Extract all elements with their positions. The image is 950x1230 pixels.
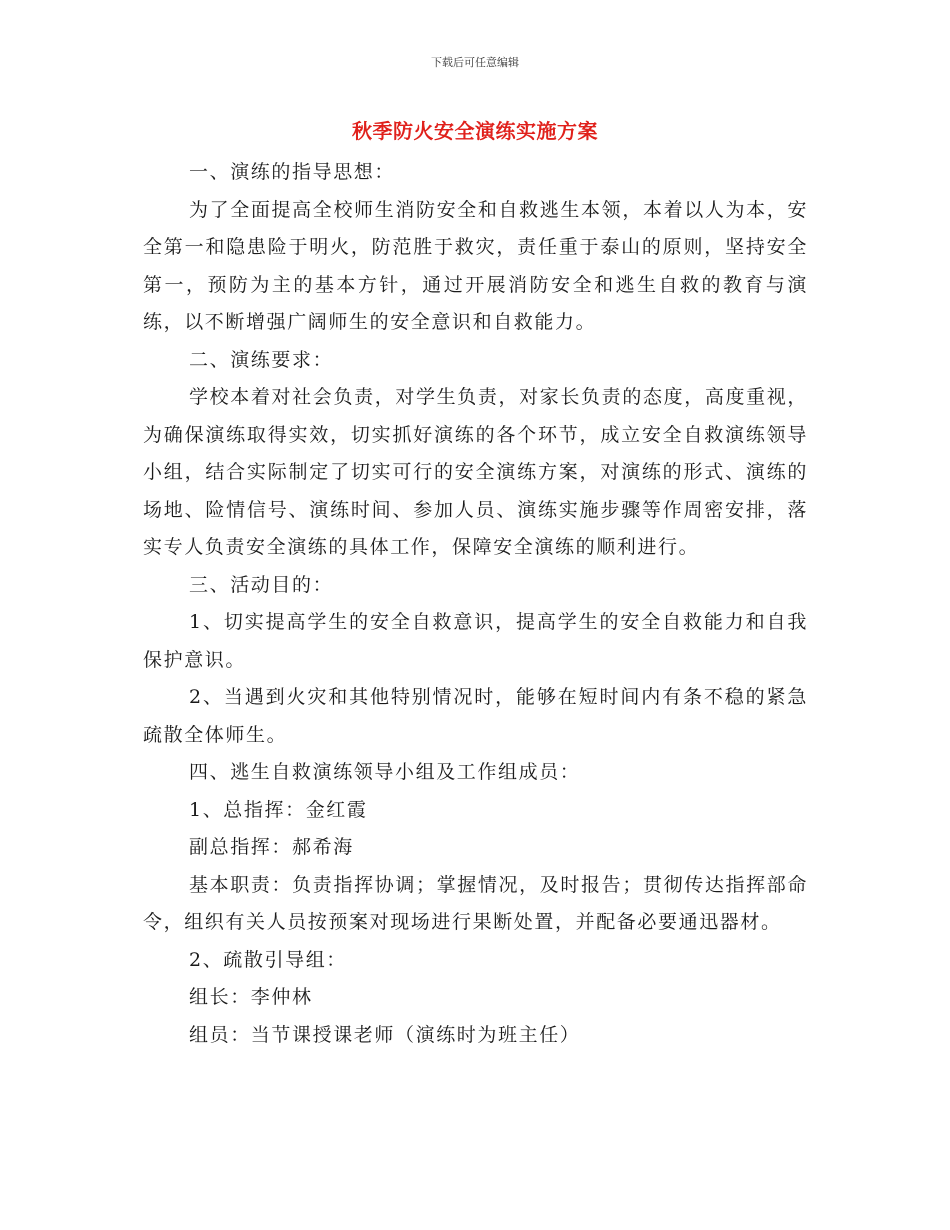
paragraph-purpose-1: 1、切实提高学生的安全自救意识，提高学生的安全自救能力和自我保护意识。 (143, 611, 808, 671)
section-heading-leadership: 四、逃生自救演练领导小组及工作组成员： (189, 761, 581, 783)
paragraph-duties: 基本职责：负责指挥协调；掌握情况，及时报告；贯彻传达指挥部命令，组织有关人员按预案对现场进行果断处置，并配备必要通迅器材。 (143, 873, 808, 933)
paragraph-requirements: 学校本着对社会负责，对学生负责，对家长负责的态度，高度重视，为确保演练取得实效，切实抓好演练的各个环节，成立安全自救演练领导小组，结合实际制定了切实可行的安全演练方案，对演练的形式、演练的场地、险情信号、演练时间、参加人员、演练实施步骤等作周密安排，落实专人负责安全演练的具体工作，保障安全演练的顺利进行。 (143, 386, 808, 558)
group-leader-line: 组长：李仲林 (189, 986, 313, 1008)
section-heading-requirements: 二、演练要求： (189, 348, 334, 371)
section-heading-purpose: 三、活动目的： (189, 573, 334, 596)
evacuation-group-heading: 2、疏散引导组： (189, 948, 347, 971)
section-heading-guiding-idea: 一、演练的指导思想： (189, 161, 396, 183)
group-members-line: 组员：当节课授课老师（演练时为班主任） (189, 1023, 581, 1046)
commander-line: 1、总指挥：金红霞 (189, 798, 368, 821)
paragraph-purpose-2: 2、当遇到火灾和其他特别情况时，能够在短时间内有条不稳的紧急疏散全体师生。 (143, 686, 808, 746)
document-title: 秋季防火安全演练实施方案 (352, 119, 598, 143)
deputy-commander-line: 副总指挥：郝希海 (189, 836, 354, 858)
header-note: 下载后可任意编辑 (431, 56, 519, 69)
paragraph-guiding-idea: 为了全面提高全校师生消防安全和自救逃生本领，本着以人为本，安全第一和隐患险于明火，防范胜于救灾，责任重于泰山的原则，坚持安全第一，预防为主的基本方针，通过开展消防安全和逃生自救的教育与演练，以不断增强广阔师生的安全意识和自救能力。 (143, 198, 808, 333)
document-body (143, 154, 808, 1054)
